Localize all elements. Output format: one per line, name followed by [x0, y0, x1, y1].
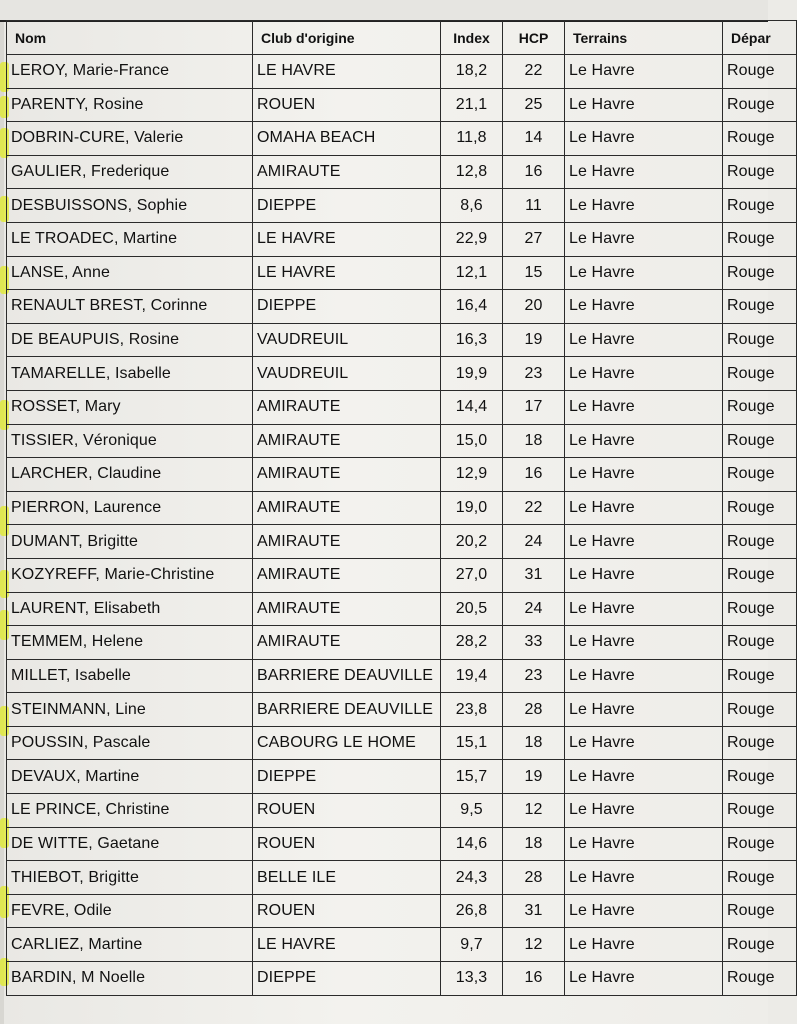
hcp-value: 31	[503, 558, 565, 592]
club-name: CABOURG LE HOME	[253, 726, 441, 760]
hcp-value: 28	[503, 861, 565, 895]
terrain-value: Le Havre	[565, 256, 723, 290]
hcp-value: 25	[503, 88, 565, 122]
index-value: 23,8	[441, 693, 503, 727]
depart-value: Rouge	[723, 726, 797, 760]
table-row	[7, 726, 797, 760]
hcp-value: 16	[503, 155, 565, 189]
club-name: OMAHA BEACH	[253, 122, 441, 156]
club-name: AMIRAUTE	[253, 592, 441, 626]
terrain-value: Le Havre	[565, 760, 723, 794]
table-row	[7, 122, 797, 156]
club-name: BELLE ILE	[253, 861, 441, 895]
terrain-value: Le Havre	[565, 592, 723, 626]
club-name: BARRIERE DEAUVILLE	[253, 693, 441, 727]
player-name: LE TROADEC, Martine	[7, 222, 253, 256]
terrain-value: Le Havre	[565, 558, 723, 592]
index-value: 28,2	[441, 626, 503, 660]
table-row	[7, 155, 797, 189]
club-name: AMIRAUTE	[253, 626, 441, 660]
depart-value: Rouge	[723, 592, 797, 626]
depart-value: Rouge	[723, 491, 797, 525]
table-row	[7, 659, 797, 693]
table-row	[7, 928, 797, 962]
hcp-value: 24	[503, 525, 565, 559]
club-name: DIEPPE	[253, 290, 441, 324]
club-name: AMIRAUTE	[253, 390, 441, 424]
terrain-value: Le Havre	[565, 928, 723, 962]
depart-value: Rouge	[723, 962, 797, 996]
table-row	[7, 962, 797, 996]
depart-value: Rouge	[723, 794, 797, 828]
hcp-value: 28	[503, 693, 565, 727]
depart-value: Rouge	[723, 558, 797, 592]
terrain-value: Le Havre	[565, 390, 723, 424]
player-name: GAULIER, Frederique	[7, 155, 253, 189]
depart-value: Rouge	[723, 290, 797, 324]
column-header-terrains: Terrains	[565, 21, 723, 55]
terrain-value: Le Havre	[565, 861, 723, 895]
depart-value: Rouge	[723, 357, 797, 391]
index-value: 12,1	[441, 256, 503, 290]
index-value: 22,9	[441, 222, 503, 256]
player-name: MILLET, Isabelle	[7, 659, 253, 693]
club-name: AMIRAUTE	[253, 458, 441, 492]
table-row	[7, 827, 797, 861]
player-name: DOBRIN-CURE, Valerie	[7, 122, 253, 156]
index-value: 26,8	[441, 894, 503, 928]
column-header-hcp: HCP	[503, 21, 565, 55]
club-name: ROUEN	[253, 827, 441, 861]
club-name: ROUEN	[253, 794, 441, 828]
player-name: THIEBOT, Brigitte	[7, 861, 253, 895]
player-name: RENAULT BREST, Corinne	[7, 290, 253, 324]
hcp-value: 18	[503, 726, 565, 760]
depart-value: Rouge	[723, 659, 797, 693]
terrain-value: Le Havre	[565, 962, 723, 996]
column-header-nom: Nom	[7, 21, 253, 55]
index-value: 15,0	[441, 424, 503, 458]
index-value: 24,3	[441, 861, 503, 895]
hcp-value: 18	[503, 424, 565, 458]
player-name: POUSSIN, Pascale	[7, 726, 253, 760]
club-name: DIEPPE	[253, 760, 441, 794]
table-row	[7, 894, 797, 928]
club-name: VAUDREUIL	[253, 357, 441, 391]
depart-value: Rouge	[723, 155, 797, 189]
player-name: TEMMEM, Helene	[7, 626, 253, 660]
index-value: 27,0	[441, 558, 503, 592]
index-value: 8,6	[441, 189, 503, 223]
player-name: ROSSET, Mary	[7, 390, 253, 424]
hcp-value: 24	[503, 592, 565, 626]
hcp-value: 15	[503, 256, 565, 290]
depart-value: Rouge	[723, 424, 797, 458]
player-name: LEROY, Marie-France	[7, 55, 253, 89]
terrain-value: Le Havre	[565, 827, 723, 861]
table-row	[7, 55, 797, 89]
terrain-value: Le Havre	[565, 458, 723, 492]
depart-value: Rouge	[723, 894, 797, 928]
hcp-value: 16	[503, 458, 565, 492]
depart-value: Rouge	[723, 525, 797, 559]
player-name: PARENTY, Rosine	[7, 88, 253, 122]
top-strip	[0, 0, 768, 22]
index-value: 19,0	[441, 491, 503, 525]
player-name: DEVAUX, Martine	[7, 760, 253, 794]
terrain-value: Le Havre	[565, 155, 723, 189]
terrain-value: Le Havre	[565, 88, 723, 122]
player-name: LAURENT, Elisabeth	[7, 592, 253, 626]
player-name: TAMARELLE, Isabelle	[7, 357, 253, 391]
terrain-value: Le Havre	[565, 222, 723, 256]
column-header-depart: Dépar	[723, 21, 797, 55]
player-name: DE BEAUPUIS, Rosine	[7, 323, 253, 357]
table-row	[7, 323, 797, 357]
club-name: AMIRAUTE	[253, 525, 441, 559]
depart-value: Rouge	[723, 88, 797, 122]
table-row	[7, 626, 797, 660]
terrain-value: Le Havre	[565, 323, 723, 357]
club-name: VAUDREUIL	[253, 323, 441, 357]
club-name: DIEPPE	[253, 189, 441, 223]
hcp-value: 22	[503, 491, 565, 525]
club-name: AMIRAUTE	[253, 491, 441, 525]
table-row	[7, 760, 797, 794]
player-name: DUMANT, Brigitte	[7, 525, 253, 559]
terrain-value: Le Havre	[565, 122, 723, 156]
index-value: 16,4	[441, 290, 503, 324]
player-name: LARCHER, Claudine	[7, 458, 253, 492]
terrain-value: Le Havre	[565, 693, 723, 727]
column-header-index: Index	[441, 21, 503, 55]
index-value: 14,6	[441, 827, 503, 861]
hcp-value: 23	[503, 659, 565, 693]
player-name: DE WITTE, Gaetane	[7, 827, 253, 861]
table-row	[7, 424, 797, 458]
hcp-value: 16	[503, 962, 565, 996]
index-value: 18,2	[441, 55, 503, 89]
terrain-value: Le Havre	[565, 894, 723, 928]
index-value: 20,5	[441, 592, 503, 626]
depart-value: Rouge	[723, 55, 797, 89]
hcp-value: 19	[503, 760, 565, 794]
terrain-value: Le Havre	[565, 290, 723, 324]
player-name: CARLIEZ, Martine	[7, 928, 253, 962]
depart-value: Rouge	[723, 693, 797, 727]
depart-value: Rouge	[723, 626, 797, 660]
player-name: LE PRINCE, Christine	[7, 794, 253, 828]
index-value: 19,4	[441, 659, 503, 693]
hcp-value: 14	[503, 122, 565, 156]
depart-value: Rouge	[723, 323, 797, 357]
club-name: LE HAVRE	[253, 256, 441, 290]
player-name: PIERRON, Laurence	[7, 491, 253, 525]
index-value: 11,8	[441, 122, 503, 156]
table-row	[7, 222, 797, 256]
table-row	[7, 558, 797, 592]
index-value: 13,3	[441, 962, 503, 996]
hcp-value: 11	[503, 189, 565, 223]
players-table	[6, 20, 797, 996]
hcp-value: 18	[503, 827, 565, 861]
terrain-value: Le Havre	[565, 659, 723, 693]
hcp-value: 33	[503, 626, 565, 660]
index-value: 9,5	[441, 794, 503, 828]
index-value: 9,7	[441, 928, 503, 962]
depart-value: Rouge	[723, 458, 797, 492]
player-name: KOZYREFF, Marie-Christine	[7, 558, 253, 592]
club-name: AMIRAUTE	[253, 424, 441, 458]
terrain-value: Le Havre	[565, 626, 723, 660]
depart-value: Rouge	[723, 390, 797, 424]
club-name: AMIRAUTE	[253, 155, 441, 189]
terrain-value: Le Havre	[565, 794, 723, 828]
player-name: FEVRE, Odile	[7, 894, 253, 928]
index-value: 21,1	[441, 88, 503, 122]
table-row	[7, 189, 797, 223]
depart-value: Rouge	[723, 928, 797, 962]
table-row	[7, 88, 797, 122]
club-name: AMIRAUTE	[253, 558, 441, 592]
player-name: TISSIER, Véronique	[7, 424, 253, 458]
index-value: 12,9	[441, 458, 503, 492]
column-header-club: Club d'origine	[253, 21, 441, 55]
index-value: 14,4	[441, 390, 503, 424]
table-row	[7, 390, 797, 424]
table-row	[7, 693, 797, 727]
depart-value: Rouge	[723, 256, 797, 290]
player-name: STEINMANN, Line	[7, 693, 253, 727]
club-name: LE HAVRE	[253, 928, 441, 962]
hcp-value: 19	[503, 323, 565, 357]
club-name: DIEPPE	[253, 962, 441, 996]
hcp-value: 23	[503, 357, 565, 391]
player-name: BARDIN, M Noelle	[7, 962, 253, 996]
index-value: 19,9	[441, 357, 503, 391]
depart-value: Rouge	[723, 222, 797, 256]
depart-value: Rouge	[723, 760, 797, 794]
index-value: 20,2	[441, 525, 503, 559]
table-row	[7, 357, 797, 391]
terrain-value: Le Havre	[565, 424, 723, 458]
hcp-value: 12	[503, 794, 565, 828]
depart-value: Rouge	[723, 189, 797, 223]
terrain-value: Le Havre	[565, 525, 723, 559]
terrain-value: Le Havre	[565, 55, 723, 89]
hcp-value: 12	[503, 928, 565, 962]
index-value: 12,8	[441, 155, 503, 189]
index-value: 15,7	[441, 760, 503, 794]
table-row	[7, 256, 797, 290]
table-row	[7, 794, 797, 828]
header-row	[7, 21, 797, 55]
table-body	[7, 55, 797, 996]
club-name: LE HAVRE	[253, 222, 441, 256]
club-name: ROUEN	[253, 88, 441, 122]
terrain-value: Le Havre	[565, 357, 723, 391]
terrain-value: Le Havre	[565, 491, 723, 525]
hcp-value: 22	[503, 55, 565, 89]
hcp-value: 27	[503, 222, 565, 256]
hcp-value: 20	[503, 290, 565, 324]
hcp-value: 17	[503, 390, 565, 424]
terrain-value: Le Havre	[565, 726, 723, 760]
club-name: LE HAVRE	[253, 55, 441, 89]
index-value: 15,1	[441, 726, 503, 760]
table-row	[7, 592, 797, 626]
depart-value: Rouge	[723, 827, 797, 861]
table-row	[7, 861, 797, 895]
table-row	[7, 491, 797, 525]
depart-value: Rouge	[723, 861, 797, 895]
club-name: BARRIERE DEAUVILLE	[253, 659, 441, 693]
depart-value: Rouge	[723, 122, 797, 156]
table-row	[7, 525, 797, 559]
table-row	[7, 458, 797, 492]
hcp-value: 31	[503, 894, 565, 928]
terrain-value: Le Havre	[565, 189, 723, 223]
player-name: DESBUISSONS, Sophie	[7, 189, 253, 223]
index-value: 16,3	[441, 323, 503, 357]
club-name: ROUEN	[253, 894, 441, 928]
table-row	[7, 290, 797, 324]
player-name: LANSE, Anne	[7, 256, 253, 290]
